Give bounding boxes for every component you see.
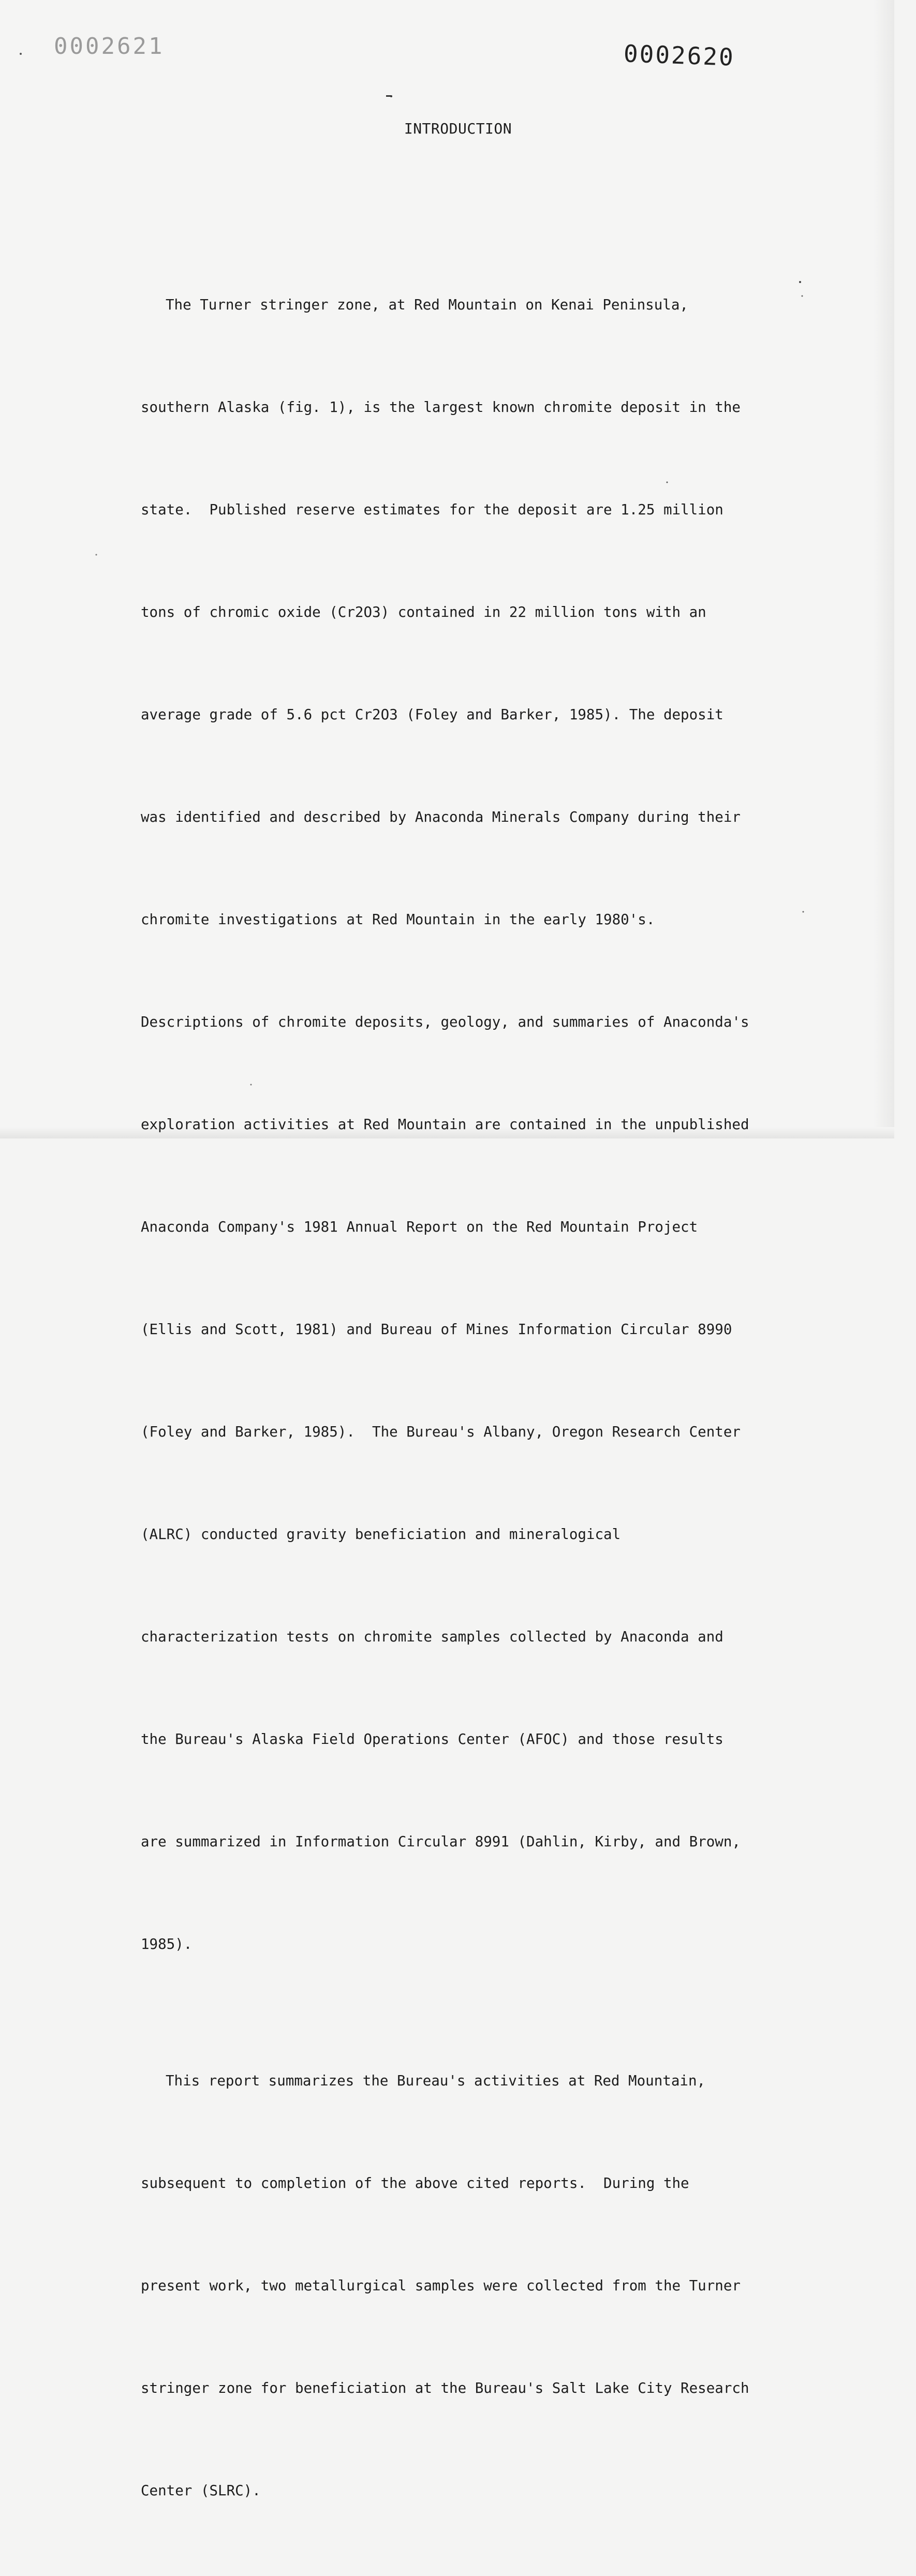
- text-line: 1985).: [141, 1936, 193, 1952]
- text-line: the Bureau's Alaska Field Operations Center (AFOC) and those results: [141, 1731, 723, 1748]
- faded-page-number-stamp: 0002621: [54, 33, 165, 60]
- page-edge-shadow-right: [874, 0, 894, 1138]
- text-line: was identified and described by Anaconda Minerals Company during their: [141, 809, 741, 825]
- text-line: state. Published reserve estimates for the deposit are 1.25 million: [141, 501, 723, 518]
- page-number-stamp: 0002620: [623, 39, 735, 71]
- text-line: (Ellis and Scott, 1981) and Bureau of Mines Information Circular 8990: [141, 1321, 732, 1338]
- text-line: (ALRC) conducted gravity beneficiation and mineralogical: [141, 1526, 621, 1543]
- text-line: tons of chromic oxide (Cr2O3) contained in 22 million tons with an: [141, 604, 706, 620]
- text-line: (Foley and Barker, 1985). The Bureau's Albany, Oregon Research Center: [141, 1424, 741, 1440]
- text-line: Anaconda Company's 1981 Annual Report on the Red Mountain Project: [141, 1219, 698, 1235]
- body-text: [141, 185, 762, 2576]
- text-line: present work, two metallurgical samples were collected from the Turner: [141, 2277, 741, 2294]
- text-line: subsequent to completion of the above cited reports. During the: [141, 2175, 689, 2192]
- text-line: Center (SLRC).: [141, 2482, 261, 2499]
- text-line: Descriptions of chromite deposits, geology, and summaries of Anaconda's: [141, 1014, 749, 1030]
- text-line: stringer zone for beneficiation at the Bureau's Salt Lake City Research: [141, 2380, 749, 2396]
- section-heading: INTRODUCTION: [404, 120, 512, 137]
- text-line: chromite investigations at Red Mountain in the early 1980's.: [141, 911, 655, 928]
- text-line: exploration activities at Red Mountain are contained in the unpublished: [141, 1116, 749, 1133]
- text-line: are summarized in Information Circular 8991 (Dahlin, Kirby, and Brown,: [141, 1833, 741, 1850]
- text-line: This report summarizes the Bureau's activities at Red Mountain,: [166, 2072, 706, 2089]
- text-line: characterization tests on chromite samples collected by Anaconda and: [141, 1628, 723, 1645]
- text-line: southern Alaska (fig. 1), is the largest known chromite deposit in the: [141, 399, 741, 416]
- text-line: average grade of 5.6 pct Cr2O3 (Foley and Barker, 1985). The deposit: [141, 706, 723, 723]
- text-line: The Turner stringer zone, at Red Mountain on Kenai Peninsula,: [166, 297, 688, 313]
